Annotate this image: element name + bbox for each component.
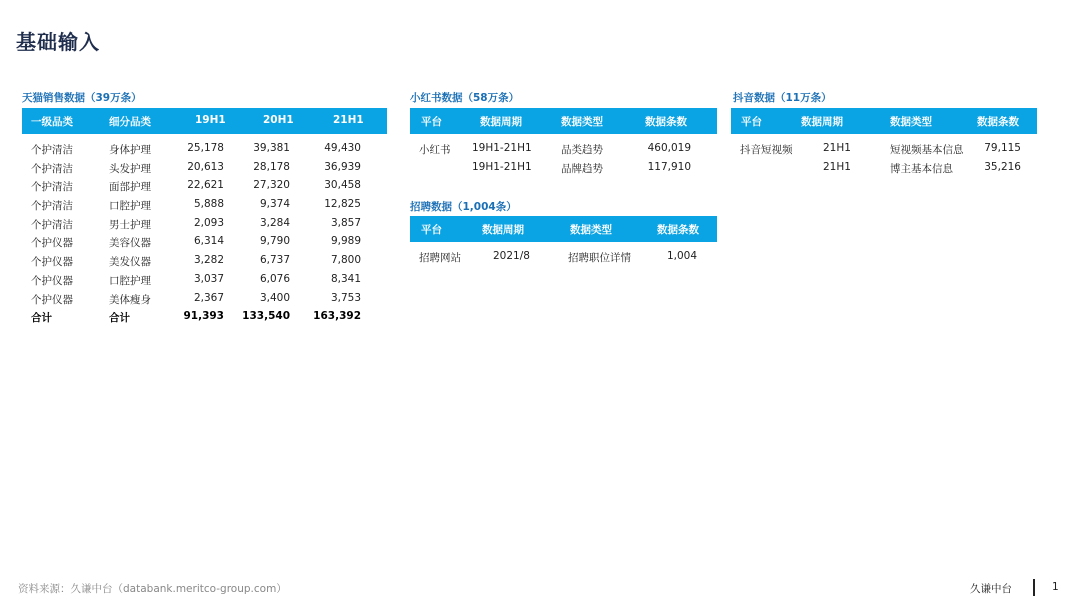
header-cell: 数据周期: [801, 116, 843, 128]
table-cell: 163,392: [313, 310, 361, 323]
table-row: [410, 247, 717, 266]
table-row: [731, 139, 1037, 158]
table-cell: 美体瘦身: [109, 293, 151, 306]
table-cell: 2021/8: [493, 250, 530, 262]
table-row: [22, 176, 387, 195]
table-cell: 个护仪器: [31, 237, 73, 250]
table-cell: 20,613: [187, 160, 224, 173]
table-cell: 91,393: [183, 310, 224, 323]
table-cell: 个护仪器: [31, 274, 73, 287]
header-cell: 平台: [421, 116, 442, 128]
header-cell: 平台: [741, 116, 762, 128]
table-cell: 49,430: [324, 142, 361, 154]
header-cell: 21H1: [333, 114, 364, 126]
header-cell: 数据条数: [977, 116, 1019, 128]
table-cell: 6,314: [193, 235, 224, 248]
table-cell: 招聘网站: [419, 252, 461, 264]
table-cell: 3,282: [193, 254, 224, 267]
tmall-table-header: [22, 108, 387, 134]
xhs-section-title: 小红书数据（58万条）: [410, 92, 520, 104]
table-cell: 个护仪器: [31, 293, 73, 306]
table-cell: 头发护理: [109, 162, 151, 175]
header-cell: 一级品类: [31, 116, 73, 128]
recruit-table: [410, 216, 717, 266]
header-cell: 平台: [421, 224, 442, 236]
table-row: [22, 251, 387, 270]
table-cell: 个护清洁: [31, 181, 73, 194]
table-cell: 合计: [31, 312, 52, 325]
table-cell: 6,737: [259, 254, 290, 267]
header-cell: 数据周期: [482, 224, 524, 236]
header-cell: 细分品类: [109, 116, 151, 128]
table-row: [731, 158, 1037, 177]
header-cell: 数据类型: [570, 224, 612, 236]
table-cell: 19H1-21H1: [472, 142, 532, 154]
table-row: [410, 139, 717, 158]
table-cell: 27,320: [253, 179, 290, 192]
table-cell: 25,178: [187, 142, 224, 154]
table-cell: 个护清洁: [31, 162, 73, 175]
table-cell: 79,115: [984, 142, 1021, 154]
xhs-table: [410, 108, 717, 177]
table-cell: 男士护理: [109, 218, 151, 231]
header-cell: 20H1: [263, 114, 294, 126]
table-cell: 8,341: [330, 272, 361, 285]
table-cell: 2,367: [193, 291, 224, 304]
table-cell: 口腔护理: [109, 274, 151, 287]
douyin-section-title: 抖音数据（11万条）: [733, 92, 832, 104]
table-row: [22, 195, 387, 214]
table-cell: 9,790: [259, 235, 290, 248]
table-cell: 21H1: [823, 161, 851, 173]
table-cell: 3,400: [259, 291, 290, 304]
table-cell: 品牌趋势: [561, 163, 603, 175]
table-cell: 身体护理: [109, 144, 151, 156]
table-row: [22, 139, 387, 158]
table-row: [22, 158, 387, 177]
header-cell: 数据类型: [890, 116, 932, 128]
table-cell: 个护清洁: [31, 200, 73, 213]
douyin-table: [731, 108, 1037, 177]
table-cell: 美发仪器: [109, 256, 151, 269]
table-cell: 短视频基本信息: [890, 144, 964, 156]
recruit-table-header: [410, 216, 717, 242]
table-cell: 个护清洁: [31, 218, 73, 231]
table-cell: 个护清洁: [31, 144, 73, 156]
table-cell: 口腔护理: [109, 200, 151, 213]
table-cell: 12,825: [324, 198, 361, 211]
table-cell: 9,989: [330, 235, 361, 248]
table-cell: 合计: [109, 312, 130, 325]
table-cell: 460,019: [647, 142, 691, 154]
page-title: 基础输入: [16, 30, 100, 54]
table-cell: 7,800: [330, 254, 361, 267]
table-cell: 3,753: [330, 291, 361, 304]
header-cell: 数据类型: [561, 116, 603, 128]
table-row: [22, 270, 387, 289]
table-cell: 6,076: [259, 272, 290, 285]
table-cell: 2,093: [193, 216, 224, 229]
table-row: [22, 214, 387, 233]
tmall-table: [22, 108, 387, 326]
table-cell: 22,621: [187, 179, 224, 192]
table-cell: 3,857: [330, 216, 361, 229]
xhs-table-header: [410, 108, 717, 134]
footer-brand: 久谦中台: [970, 583, 1012, 595]
header-cell: 数据条数: [657, 224, 699, 236]
table-cell: 小红书: [419, 144, 451, 156]
table-cell: 美容仪器: [109, 237, 151, 250]
table-cell: 品类趋势: [561, 144, 603, 156]
tmall-section-title: 天猫销售数据（39万条）: [22, 92, 142, 104]
table-cell: 抖音短视频: [740, 144, 793, 156]
table-cell: 博主基本信息: [890, 163, 953, 175]
table-cell: 21H1: [823, 142, 851, 154]
recruit-section-title: 招聘数据（1,004条）: [410, 201, 517, 213]
footer-divider: [1033, 579, 1035, 596]
table-cell: 3,037: [193, 272, 224, 285]
table-cell: 5,888: [193, 198, 224, 211]
table-cell: 133,540: [242, 310, 290, 323]
table-cell: 39,381: [253, 142, 290, 154]
douyin-table-header: [731, 108, 1037, 134]
table-cell: 1,004: [666, 250, 697, 262]
header-cell: 数据周期: [480, 116, 522, 128]
page-number: 1: [1052, 581, 1059, 593]
table-row: [410, 158, 717, 177]
table-cell: 117,910: [647, 161, 691, 173]
table-cell: 3,284: [259, 216, 290, 229]
table-cell: 招聘职位详情: [568, 252, 631, 264]
header-cell: 数据条数: [645, 116, 687, 128]
source-note: 资料来源：久谦中台（databank.meritco-group.com）: [18, 583, 287, 595]
total-row: [22, 307, 387, 326]
header-cell: 19H1: [195, 114, 226, 126]
table-cell: 30,458: [324, 179, 361, 192]
table-row: [22, 232, 387, 251]
table-cell: 个护仪器: [31, 256, 73, 269]
table-cell: 面部护理: [109, 181, 151, 194]
table-row: [22, 289, 387, 308]
table-cell: 28,178: [253, 160, 290, 173]
table-cell: 36,939: [324, 160, 361, 173]
table-cell: 35,216: [984, 161, 1021, 173]
table-cell: 19H1-21H1: [472, 161, 532, 173]
table-cell: 9,374: [259, 198, 290, 211]
